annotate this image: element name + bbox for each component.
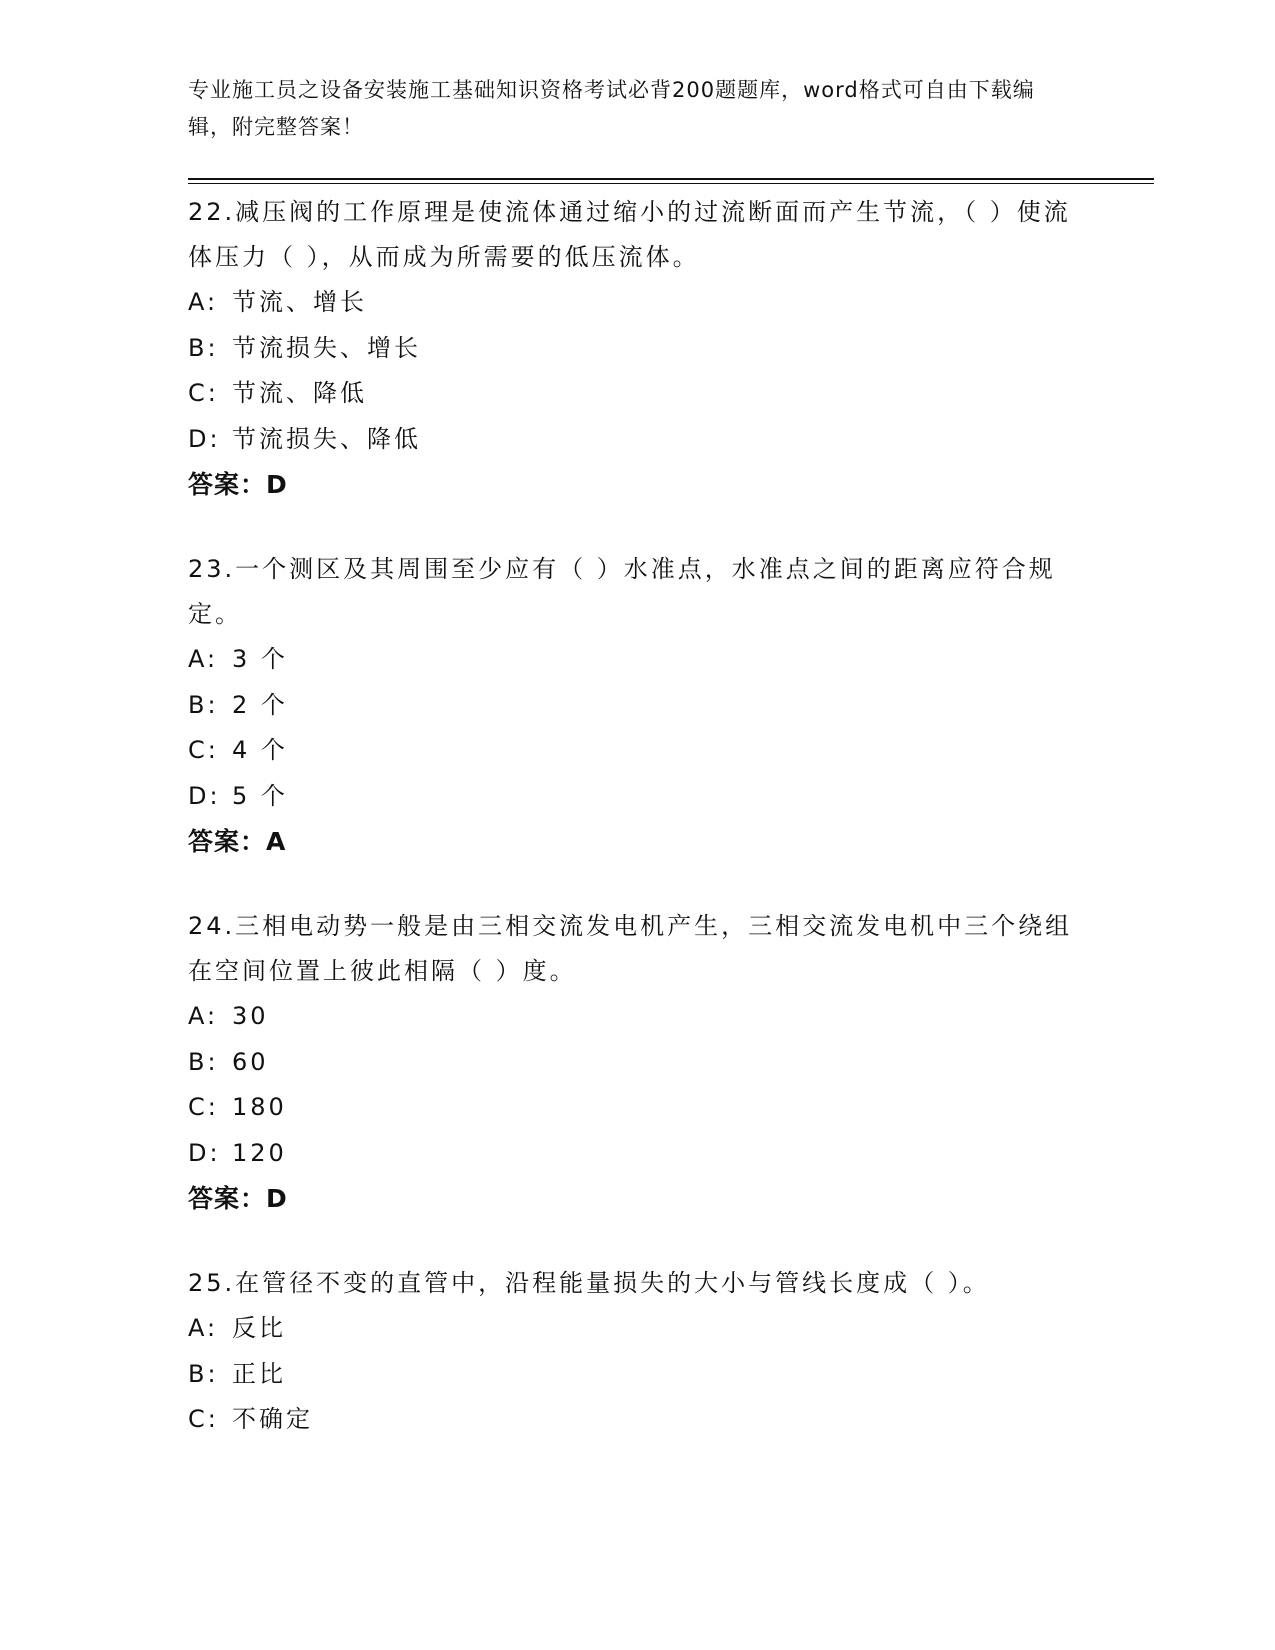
option-c xyxy=(188,1397,1088,1443)
option-b xyxy=(188,326,1088,372)
option-text: 180 xyxy=(232,1093,287,1121)
question-22 xyxy=(188,190,1088,507)
option-key: C: xyxy=(188,1405,219,1433)
option-text: 5 个 xyxy=(232,781,288,810)
option-text: 2 个 xyxy=(232,690,288,719)
answer-label: 答案：A xyxy=(188,827,287,856)
question-stem: 24.三相电动势一般是由三相交流发电机产生，三相交流发电机中三个绕组在空间位置上彼此相隔（ ）度。 xyxy=(188,912,1073,985)
option-key: B: xyxy=(188,333,219,362)
option-text: 节流、增长 xyxy=(232,288,367,316)
option-b xyxy=(188,1352,1088,1398)
option-key: C: xyxy=(188,379,219,407)
question-stem: 25.在管径不变的直管中，沿程能量损失的大小与管线长度成（ ）。 xyxy=(188,1269,990,1297)
question-stem: 22.减压阀的工作原理是使流体通过缩小的过流断面而产生节流，（ ）使流体压力（ ），从而成为所需要的低压流体。 xyxy=(188,198,1071,271)
option-text: 正比 xyxy=(232,1359,286,1388)
option-key: A: xyxy=(188,645,219,673)
option-a xyxy=(188,280,1088,326)
option-a xyxy=(188,637,1088,683)
option-d xyxy=(188,774,1088,820)
option-text: 120 xyxy=(232,1138,287,1167)
option-text: 节流、降低 xyxy=(232,379,367,407)
option-text: 30 xyxy=(232,1002,269,1030)
option-key: D: xyxy=(188,1138,221,1167)
document-header: 专业施工员之设备安装施工基础知识资格考试必背200题题库，word格式可自由下载编辑，附完整答案！ xyxy=(188,78,1035,139)
option-d xyxy=(188,417,1088,463)
question-list xyxy=(188,190,1088,1483)
answer-label: 答案：D xyxy=(188,470,288,499)
option-b xyxy=(188,1040,1088,1086)
option-c xyxy=(188,371,1088,417)
option-key: A: xyxy=(188,1314,219,1342)
option-key: B: xyxy=(188,690,219,719)
option-text: 反比 xyxy=(232,1314,286,1342)
option-key: A: xyxy=(188,288,219,316)
option-c xyxy=(188,728,1088,774)
option-text: 3 个 xyxy=(232,645,288,673)
question-24 xyxy=(188,904,1088,1221)
header-divider-thick xyxy=(188,178,1154,180)
option-text: 节流损失、增长 xyxy=(232,333,421,362)
option-key: D: xyxy=(188,424,221,453)
option-key: D: xyxy=(188,781,221,810)
option-d xyxy=(188,1131,1088,1177)
option-text: 节流损失、降低 xyxy=(232,424,421,453)
option-key: A: xyxy=(188,1002,219,1030)
option-text: 4 个 xyxy=(232,736,288,764)
option-key: B: xyxy=(188,1359,219,1388)
option-a xyxy=(188,1306,1088,1352)
question-stem: 23.一个测区及其周围至少应有（ ）水准点，水准点之间的距离应符合规定。 xyxy=(188,555,1056,628)
answer-label: 答案：D xyxy=(188,1184,288,1213)
header-divider-thin xyxy=(188,183,1154,184)
option-c xyxy=(188,1085,1088,1131)
option-a xyxy=(188,994,1088,1040)
option-key: C: xyxy=(188,1093,219,1121)
question-25 xyxy=(188,1261,1088,1443)
question-23 xyxy=(188,547,1088,864)
option-text: 不确定 xyxy=(232,1405,313,1433)
option-b xyxy=(188,683,1088,729)
option-key: C: xyxy=(188,736,219,764)
option-key: B: xyxy=(188,1047,219,1076)
option-text: 60 xyxy=(232,1047,269,1076)
